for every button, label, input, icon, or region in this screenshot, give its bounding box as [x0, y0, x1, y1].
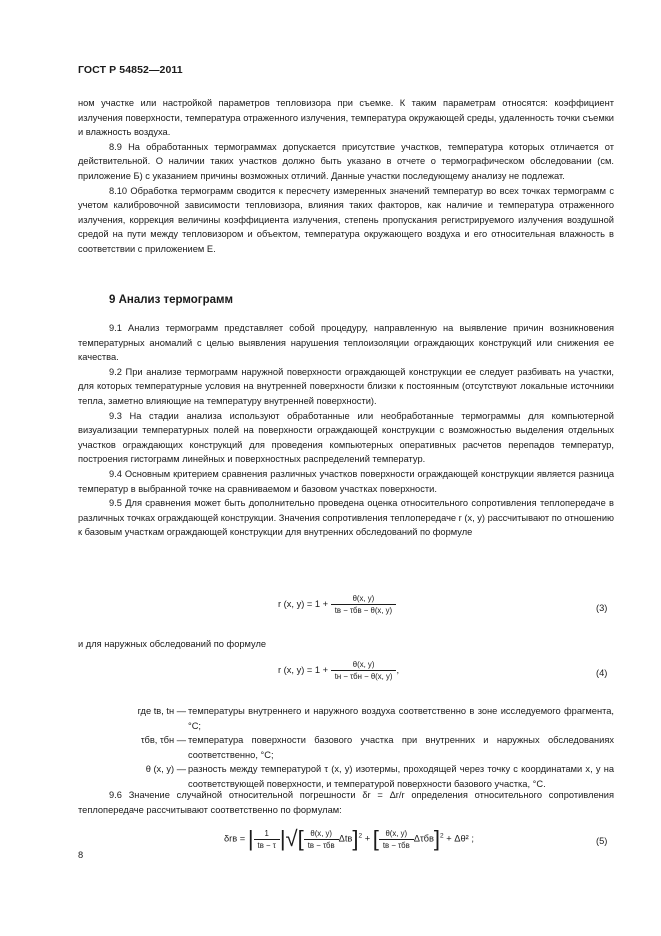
definition-body: разность между температурой τ (x, y) изотермы, проходящей через точку с координатами x, y на соответствующей поверхности, и температурой поверхности базового участка, °С. — [188, 764, 614, 789]
definition-row — [78, 704, 614, 733]
text-block-top — [78, 96, 614, 257]
paragraph: 9.4 Основным критерием сравнения различных участков поверхности ограждающей конструкции является разница температур в выбранной точке на сравниваемом и базовом участках поверхности. — [78, 468, 614, 494]
equation-number: (3) — [596, 603, 608, 613]
formula-coefficient: $\frac{1}{tв - \tau}$ — [254, 829, 280, 850]
formula-5: δrв = | $\frac{1}{tв - \tau}$ |√[ $\frac{\theta(x, y)}{\text{tв − τбв}}$ Δtв]$^2$ + [ $\frac{\theta(x, y)}{\text{tв − τбв}}$ Δτбв]$^2$ + Δθ² ; — [224, 826, 474, 851]
paragraph: 9.1 Анализ термограмм представляет собой процедуру, направленную на выявление причин возникновения температурных аномалий с целью выявления нарушения теплоизоляции ограждающих конструкций или снижения ее качества. — [78, 323, 614, 363]
fraction-denominator: tн − τбн − θ(x, y) — [334, 672, 393, 681]
formula-fraction — [331, 660, 400, 681]
formula-tail: , — [396, 664, 400, 675]
definitions-list — [78, 704, 614, 792]
document-header: ГОСТ Р 54852—2011 — [78, 64, 183, 76]
formula-4 — [278, 660, 399, 681]
text-block-mid — [78, 321, 614, 540]
paragraph: 9.2 При анализе термограмм наружной поверхности ограждающей конструкции ее следует разбивать на участки, для которых температурные условия на внутренней поверхности близки к постоянным (отсутствуют локальные источники тепла, заметно влияющие на температуру внутренней поверхности). — [78, 366, 614, 406]
paragraph: 8.10 Обработка термограмм сводится к пересчету измеренных значений температур во всех точках термограмм с учетом калибровочной зависимости тепловизора, влияния таких факторов, как наличие и температура отраженного излучения, коррекция величины коэффициента излучения, степень пропускания регистрируемого излучения воздушной средой на пути между тепловизором и объектом, температура окружающего воздуха и его относительная влажность в соответствии с приложением Е. — [78, 185, 614, 254]
paragraph: и для наружных обследований по формуле — [78, 639, 267, 649]
definition-row — [78, 733, 614, 762]
fraction-numerator: θ(x, y) — [331, 594, 396, 605]
definition-body: температура поверхности базового участка при внутренних и наружных обследованиях соответственно, °С; — [188, 735, 614, 760]
formula-term-2: $\frac{\theta(x, y)}{\text{tв − τбв}}$ — [379, 829, 414, 850]
definition-term: θ (x, y) — — [145, 764, 186, 775]
definition-term: где tв, tн — — [137, 706, 186, 716]
equation-number: (4) — [596, 668, 608, 678]
definition-body: температуры внутреннего и наружного воздуха соответственно в зоне исследуемого фрагмента, °С; — [188, 706, 614, 731]
fraction-denominator: tв − τбв − θ(x, y) — [334, 606, 393, 615]
fraction-numerator: θ(x, y) — [331, 660, 397, 671]
formula-fraction — [331, 594, 396, 615]
formula-term-1: $\frac{\theta(x, y)}{\text{tв − τбв}}$ — [304, 829, 339, 850]
definition-term: τбв, τбн — — [140, 735, 186, 746]
paragraph: 9.5 Для сравнения может быть дополнительно проведена оценка относительного сопротивления теплопередаче в различных точках ограждающей конструкции. Значения сопротивления теплопередаче r (x, y) рассчитывают по отношению к базовым участкам ограждающей конструкции для внутренних обследований по формуле — [78, 498, 614, 538]
equation-number: (5) — [596, 836, 608, 846]
text-block-96 — [78, 788, 614, 817]
formula-lhs: δrв = — [224, 833, 246, 844]
text-between — [78, 637, 614, 652]
section-heading: 9 Анализ термограмм — [109, 294, 234, 306]
formula-lhs: r (x, y) = 1 + — [278, 598, 329, 609]
formula-3 — [278, 594, 396, 615]
paragraph: 9.3 На стадии анализа используют обработанные или необработанные термограммы для компьютерной визуализации температурных полей на поверхности ограждающей конструкции с возможностью выделения отдельных участков ограждающих конструкций для проведения компьютерных оперативных расчетов перепадов температур, построения гистограмм линейных и поверхностных распределений температур. — [78, 410, 614, 465]
paragraph: ном участке или настройкой параметров тепловизора при съемке. К таким параметрам относятся: коэффициент излучения поверхности, температура отраженного излучения, температура окружающей среды, удаленность точки съемки и влажность воздуха. — [78, 98, 614, 138]
paragraph: 8.9 На обработанных термограммах допускается присутствие участков, температура которых отличается от действительной. О наличии таких участков должно быть указано в отчете о термографическом обследовании (см. приложение Б) с указанием причины возможных отличий. Данные участки последующему анализу не подлежат. — [78, 141, 614, 181]
paragraph: 9.6 Значение случайной относительной погрешности δr = Δr/r определения относительного сопротивления теплопередаче рассчитывают соответственно по формулам: — [78, 790, 614, 815]
formula-lhs: r (x, y) = 1 + — [278, 664, 329, 675]
page-number: 8 — [78, 850, 84, 860]
